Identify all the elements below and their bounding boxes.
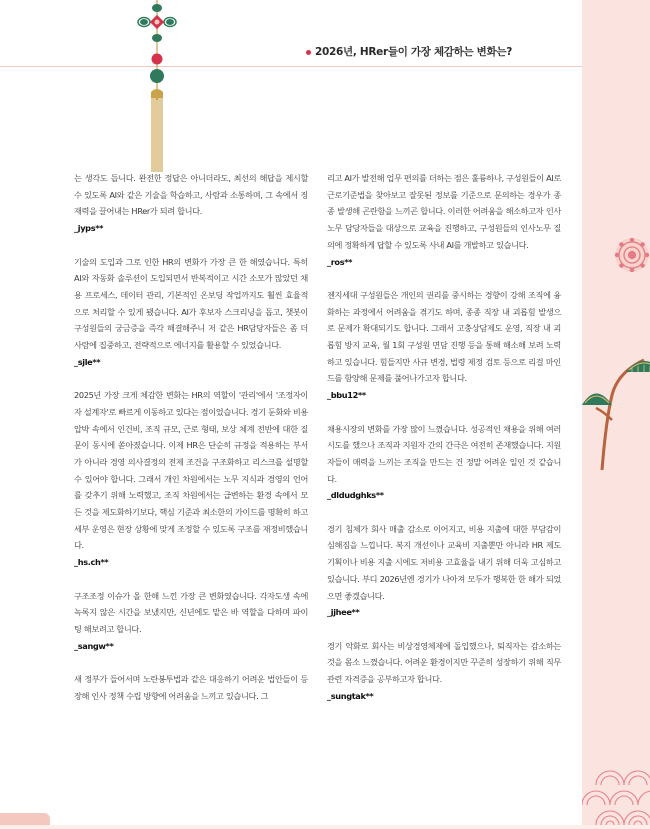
response-text: 경기 악화로 회사는 비상경영체제에 돌입했으나, 퇴직자는 감소하는 것을 몸소 느꼈습니다. 어려운 환경이지만 꾸준히 성장하기 위해 직무 관련 자격증을 공부하고자 합니다. bbox=[327, 640, 561, 685]
response-text: 경기 침체가 회사 매출 감소로 이어지고, 비용 지출에 대한 부담감이 심해짐을 느낍니다. 복지 개선이나 교육비 지출뿐만 아니라 HR 제도 기획이나 비용 지출 시에도 저비용 고효율을 내기 위해 더욱 고심하고 있습니다. 부디 2026년엔 경기가 나아져 모두가 행복한 한 해가 되었으면 좋겠습니다. bbox=[327, 523, 561, 601]
response-signature: _ros** bbox=[327, 256, 353, 267]
knot-ornament-icon bbox=[135, 0, 179, 175]
response-text: 기술의 도입과 그로 인한 HR의 변화가 가장 큰 한 해였습니다. 특히 AI와 자동화 솔루션이 도입되면서 반복적이고 시간 소모가 많았던 채용 프로세스, 데이터 관리, 기본적인 온보딩 작업까지도 훨씬 효율적으로 처리할 수 있게 됐습니다. AI가 후보자 스크리닝을 돕고, 챗봇이 구성원들의 궁금증을 즉각 해결해주니 저 같은 HR담당자들은 좀 더 사람에 집중하고, 전략적으로 에너지를 활용할 수 있었습니다. bbox=[74, 256, 308, 351]
response-signature: _dldudghks** bbox=[327, 490, 384, 501]
response-signature: _sungtak** bbox=[327, 690, 374, 701]
pine-tree-icon bbox=[582, 360, 650, 470]
decorative-side-strip bbox=[582, 0, 650, 825]
response-signature: _hs.ch** bbox=[74, 557, 109, 568]
response-signature: _jyps** bbox=[74, 223, 104, 234]
response-text: 2025년 가장 크게 체감한 변화는 HR의 역할이 '관리'에서 '조정자이자 설계자'로 빠르게 이동하고 있다는 점이었습니다. 경기 둔화와 비용 압박 속에서 인건비, 조직 규모, 근로 형태, 보상 체계 전반에 대한 질문이 동시에 쏟아졌습니다. 이제 HR은 단순히 규정을 적용하는 부서가 아니라 경영 의사결정의 전제 조건을 구조화하고 리스크를 설명할 수 있어야 합니다. 그래서 개인 차원에서는 노무 지식과 경영의 언어를 갖추기 위해 노력했고, 조직 차원에서는 급변하는 환경 속에서 모든 것을 제도화하기보다, 핵심 기준과 최소한의 가이드를 명확히 하고 세부 운영은 현장 상황에 맞게 조정할 수 있도록 구조를 재정비했습니다. bbox=[74, 390, 308, 551]
response-text: 리고 AI가 발전해 업무 편의를 더하는 점은 훌륭하나, 구성원들이 AI로 근로기준법을 찾아보고 잘못된 정보를 기준으로 문의하는 경우가 종종 발생해 곤란함을 느끼곤 합니다. 이러한 어려움을 해소하고자 인사노무 담당자들을 대상으로 교육을 진행하고, 구성원들의 인사노무 질의에 정확하게 답할 수 있도록 사내 AI를 개발하고 있습니다. bbox=[327, 173, 561, 250]
header-divider bbox=[0, 66, 582, 67]
section-header bbox=[306, 44, 512, 59]
response-text: 젠지세대 구성원들은 개인의 권리를 중시하는 경향이 강해 조직에 융화하는 과정에서 어려움을 겪기도 하며, 종종 직장 내 괴롭힘 발생으로 문제가 확대되기도 합니다. 그래서 고충상담제도 운영, 직장 내 괴롭힘 방지 교육, 월 1회 구성원 면담 진행 등을 통해 해소해 보려 노력하고 있습니다. 힘들지만 사규 변경, 법령 제정 검토 등으로 리걸 마인드를 함양해 문제를 풀어나가고자 합니다. bbox=[327, 289, 561, 384]
wave-pattern-icon bbox=[582, 771, 650, 825]
response-text: 는 생각도 듭니다. 완전한 정답은 아니더라도, 최선의 해답을 제시할 수 있도록 AI와 같은 기술을 학습하고, 사람과 소통하며, 그 속에서 징재력을 끌어내는 HRer가 되려 합니다. bbox=[74, 173, 308, 217]
response-signature: _bbu12** bbox=[327, 390, 366, 401]
section-title: 2026년, HRer들이 가장 체감하는 변화는? bbox=[314, 46, 512, 58]
response-signature: _jjhee** bbox=[327, 607, 360, 618]
response-text: 새 정부가 들어서며 노란봉투법과 같은 대응하기 어려운 법안들이 등장해 인사 정책 수립 방향에 어려움을 느끼고 있습니다. 그 bbox=[74, 674, 308, 701]
response-text: 구조조정 이슈가 올 한해 느낀 가장 큰 변화였습니다. 각자도생 속에 녹록지 않은 시간을 보냈지만, 신년에도 맡은 바 역할을 다하며 파이팅 해보려고 합니다. bbox=[74, 590, 308, 634]
response-signature: _sangw** bbox=[74, 640, 114, 651]
right-column bbox=[327, 170, 561, 721]
side-decoration bbox=[582, 0, 650, 825]
left-column bbox=[74, 170, 308, 704]
page-corner-tab bbox=[0, 813, 50, 825]
flower-icon bbox=[615, 238, 649, 272]
response-signature: _sjle** bbox=[74, 356, 101, 367]
response-text: 채용시장의 변화를 가장 많이 느꼈습니다. 성공적인 채용을 위해 여러 시도를 했으나 조직과 지원자 간의 간극은 여전히 존재했습니다. 지원자들이 매력을 느끼는 조직을 만드는 건 정말 어려운 일인 것 같습니다. bbox=[327, 423, 561, 484]
bullet-dot-icon bbox=[306, 50, 311, 55]
